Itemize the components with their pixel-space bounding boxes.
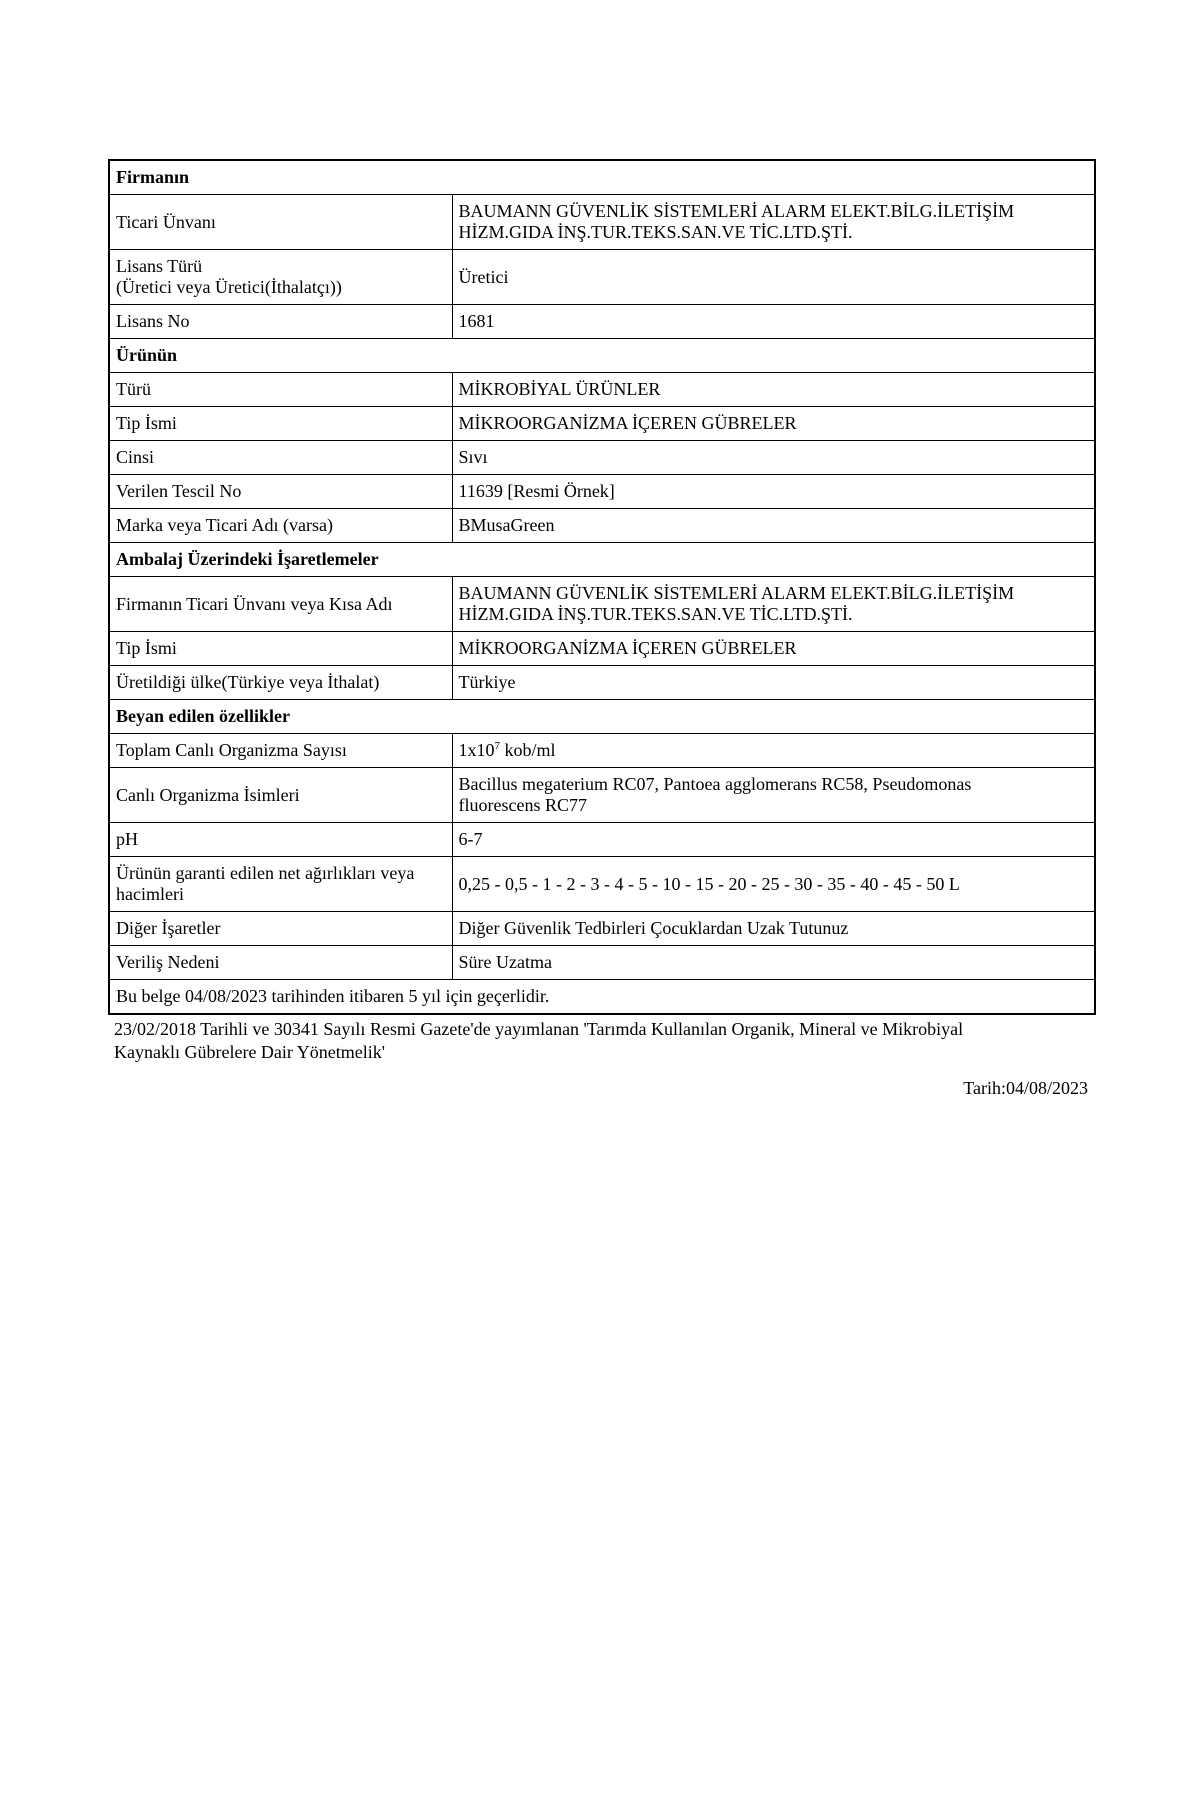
- license-type-label-line2: (Üretici veya Üretici(İthalatçı)): [116, 277, 342, 297]
- table-row: [109, 734, 1095, 768]
- section-row-declared: [109, 700, 1095, 734]
- table-row: [109, 305, 1095, 339]
- ph-value: 6-7: [452, 823, 1095, 857]
- product-type-name-label: Tip İsmi: [109, 407, 452, 441]
- certificate-document: [108, 159, 1094, 1099]
- trade-name-line1: BAUMANN GÜVENLİK SİSTEMLERİ ALARM ELEKT.BİLG.İLETİŞİM: [458, 201, 1015, 221]
- table-row: [109, 946, 1095, 980]
- table-row: [109, 441, 1095, 475]
- document-date: Tarih:04/08/2023: [963, 1078, 1088, 1098]
- total-count-value: [452, 734, 1095, 768]
- validity-row: [109, 980, 1095, 1015]
- license-no-label: Lisans No: [109, 305, 452, 339]
- validity-text: Bu belge 04/08/2023 tarihinden itibaren 5 yıl için geçerlidir.: [109, 980, 1095, 1015]
- table-row: [109, 768, 1095, 823]
- section-title-firm: Firmanın: [109, 160, 1095, 195]
- country-label: Üretildiği ülke(Türkiye veya İthalat): [109, 666, 452, 700]
- ph-label: pH: [109, 823, 452, 857]
- organism-names-value: [452, 768, 1095, 823]
- registration-value: 11639 [Resmi Örnek]: [452, 475, 1095, 509]
- license-type-label-line1: Lisans Türü: [116, 256, 203, 276]
- section-row-firm: [109, 160, 1095, 195]
- product-type-name-value: MİKROORGANİZMA İÇEREN GÜBRELER: [452, 407, 1095, 441]
- license-type-value: Üretici: [452, 250, 1095, 305]
- license-no-value: 1681: [452, 305, 1095, 339]
- certificate-table: [108, 159, 1096, 1015]
- section-title-product: Ürünün: [109, 339, 1095, 373]
- brand-label: Marka veya Ticari Adı (varsa): [109, 509, 452, 543]
- total-count-base: 1x10: [458, 740, 495, 760]
- total-count-unit: kob/ml: [500, 740, 556, 760]
- organism-names-line2: fluorescens RC77: [458, 795, 587, 815]
- table-row: [109, 407, 1095, 441]
- product-type-value: MİKROBİYAL ÜRÜNLER: [452, 373, 1095, 407]
- net-quantity-value: 0,25 - 0,5 - 1 - 2 - 3 - 4 - 5 - 10 - 15 - 20 - 25 - 30 - 35 - 40 - 45 - 50 L: [452, 857, 1095, 912]
- table-row: [109, 823, 1095, 857]
- product-type-label: Türü: [109, 373, 452, 407]
- packaging-type-name-label: Tip İsmi: [109, 632, 452, 666]
- registration-label: Verilen Tescil No: [109, 475, 452, 509]
- packaging-firm-name-line1: BAUMANN GÜVENLİK SİSTEMLERİ ALARM ELEKT.BİLG.İLETİŞİM: [458, 583, 1015, 603]
- net-quantity-label-line2: hacimleri: [116, 884, 184, 904]
- section-title-declared: Beyan edilen özellikler: [109, 700, 1095, 734]
- total-count-label: Toplam Canlı Organizma Sayısı: [109, 734, 452, 768]
- trade-name-value: [452, 195, 1095, 250]
- total-count-exponent: 7: [494, 740, 500, 752]
- table-row: [109, 475, 1095, 509]
- packaging-firm-name-line2: HİZM.GIDA İNŞ.TUR.TEKS.SAN.VE TİC.LTD.ŞTİ.: [458, 604, 853, 624]
- table-row: [109, 857, 1095, 912]
- license-type-label: [109, 250, 452, 305]
- reason-value: Süre Uzatma: [452, 946, 1095, 980]
- table-row: [109, 632, 1095, 666]
- table-row: [109, 666, 1095, 700]
- net-quantity-label: [109, 857, 452, 912]
- trade-name-label: Ticari Ünvanı: [109, 195, 452, 250]
- product-kind-value: Sıvı: [452, 441, 1095, 475]
- regulation-footnote-line1: 23/02/2018 Tarihli ve 30341 Sayılı Resmi Gazete'de yayımlanan 'Tarımda Kullanılan Organik, Mineral ve Mikrobiyal: [114, 1019, 964, 1039]
- brand-value: BMusaGreen: [452, 509, 1095, 543]
- packaging-firm-name-label: Firmanın Ticari Ünvanı veya Kısa Adı: [109, 577, 452, 632]
- regulation-footnote-line2: Kaynaklı Gübrelere Dair Yönetmelik': [114, 1042, 385, 1062]
- section-row-packaging: [109, 543, 1095, 577]
- packaging-type-name-value: MİKROORGANİZMA İÇEREN GÜBRELER: [452, 632, 1095, 666]
- table-row: [109, 577, 1095, 632]
- other-marks-value: Diğer Güvenlik Tedbirleri Çocuklardan Uzak Tutunuz: [452, 912, 1095, 946]
- regulation-footnote: [108, 1018, 1044, 1064]
- product-kind-label: Cinsi: [109, 441, 452, 475]
- other-marks-label: Diğer İşaretler: [109, 912, 452, 946]
- table-row: [109, 195, 1095, 250]
- reason-label: Veriliş Nedeni: [109, 946, 452, 980]
- trade-name-line2: HİZM.GIDA İNŞ.TUR.TEKS.SAN.VE TİC.LTD.ŞTİ.: [458, 222, 853, 242]
- table-row: [109, 509, 1095, 543]
- net-quantity-label-line1: Ürünün garanti edilen net ağırlıkları veya: [116, 863, 415, 883]
- country-value: Türkiye: [452, 666, 1095, 700]
- organism-names-line1: Bacillus megaterium RC07, Pantoea agglomerans RC58, Pseudomonas: [458, 774, 972, 794]
- table-row: [109, 373, 1095, 407]
- packaging-firm-name-value: [452, 577, 1095, 632]
- table-row: [109, 250, 1095, 305]
- section-row-product: [109, 339, 1095, 373]
- section-title-packaging: Ambalaj Üzerindeki İşaretlemeler: [109, 543, 1095, 577]
- table-row: [109, 912, 1095, 946]
- organism-names-label: Canlı Organizma İsimleri: [109, 768, 452, 823]
